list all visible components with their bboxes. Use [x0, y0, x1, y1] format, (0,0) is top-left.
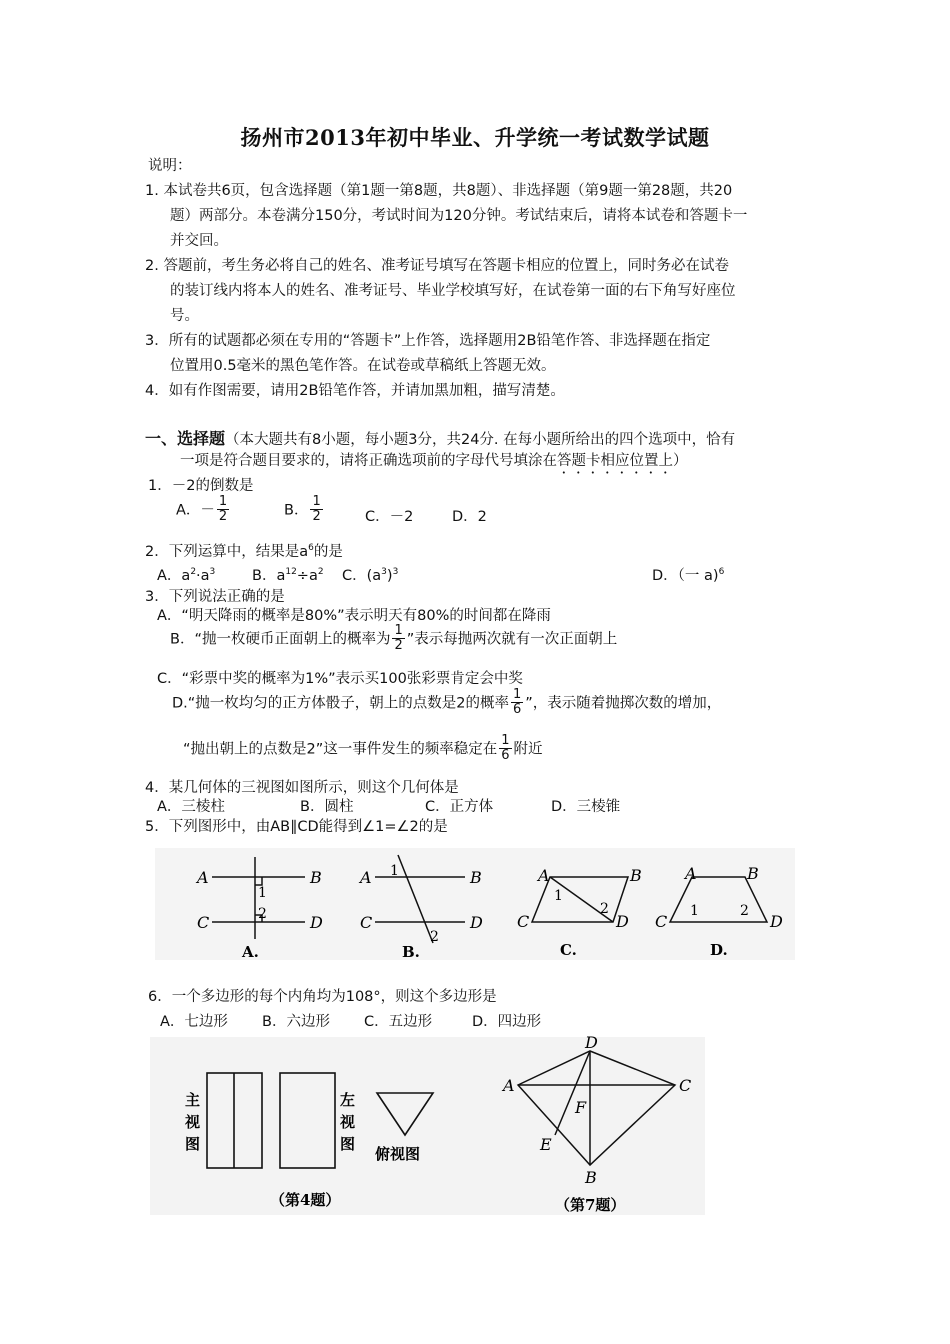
q1-a-num: 1	[218, 494, 228, 509]
fig4-zhu: 主	[185, 1091, 201, 1109]
q5-figures	[150, 845, 800, 965]
q2-stem-pre: 2．下列运算中，结果是a	[145, 544, 309, 560]
q5a-label-C: C	[197, 913, 210, 932]
q2-d-e1: 6	[718, 567, 725, 577]
q5c-label-A: A	[538, 866, 550, 885]
q3-d2-pre: “抛出朝上的点数是2”这一事件发生的频率稳定在	[183, 741, 498, 758]
fig4-caption: （第4题）	[270, 1191, 341, 1209]
q2-stem	[145, 540, 343, 561]
section1-header	[145, 426, 735, 449]
q3-option-d	[172, 688, 721, 716]
q5c-label-B: B	[630, 866, 642, 885]
q2-option-b	[252, 564, 324, 585]
q5-caption-b: B.	[402, 943, 420, 961]
q2-b-e1: 12	[285, 567, 297, 577]
q1-option-b	[284, 495, 325, 523]
q2-c-e1: 3	[381, 567, 387, 577]
q5a-angle-1: 1	[258, 885, 267, 901]
q1-a-label: A．－	[176, 502, 215, 519]
q5d-angle-1: 1	[690, 903, 699, 919]
q2-d-pre: D．（一 a)	[652, 568, 719, 584]
fig4-zuo: 左	[340, 1091, 356, 1109]
instruction-2-line-1: 2. 答题前，考生务必将自己的姓名、准考证号填写在答题卡相应的位置上，同时务必在试卷	[145, 258, 729, 274]
instruction-3-line-2: 位置用0.5毫米的黑色笔作答。在试卷或草稿纸上答题无效。	[170, 358, 556, 374]
instruction-2-line-3: 号。	[170, 308, 199, 324]
q2-stem-post: 的是	[313, 544, 343, 560]
q5b-label-C: C	[360, 913, 373, 932]
q6-stem: 6．一个多边形的每个内角均为108°，则这个多边形是	[148, 989, 497, 1005]
q2-a-e1: 2	[190, 567, 197, 577]
q5b-label-B: B	[470, 868, 482, 887]
fig7-caption: （第7题）	[555, 1196, 626, 1214]
page-title: 扬州市2013年初中毕业、升学统一考试数学试题	[240, 125, 710, 150]
q3-b-post: ”表示每抛两次就有一次正面朝上	[406, 631, 618, 648]
q3-option-a: A．“明天降雨的概率是80%”表示明天有80%的时间都在降雨	[157, 608, 551, 624]
q3-option-b	[170, 624, 617, 652]
q3-d-num: 1	[513, 687, 522, 702]
answer-card-emphasis: 答题卡相应位置上	[557, 453, 673, 469]
q3-d-den: 6	[513, 701, 522, 717]
section1-desc-line-2	[180, 449, 688, 477]
q6-option-b: B．六边形	[262, 1014, 330, 1030]
q4-option-c: C．正方体	[425, 799, 494, 815]
instruction-3-line-1: 3．所有的试题都必须在专用的“答题卡”上作答，选择题用2B铅笔作答、非选择题在指定	[145, 333, 711, 349]
q3-d2-den: 6	[501, 747, 510, 763]
q1-stem: 1．－2的倒数是	[148, 478, 254, 494]
q3-option-c: C．“彩票中奖的概率为1%”表示买100张彩票肯定会中奖	[157, 671, 523, 687]
q2-c-e2: 3	[392, 567, 399, 577]
q3-b-num: 1	[394, 623, 403, 638]
instruction-1-line-1: 1. 本试卷共6页，包含选择题（第1题一第8题，共8题）、非选择题（第9题一第28题，共20	[145, 183, 733, 199]
q2-c-pre: C．(a	[342, 568, 382, 584]
q5d-label-B: B	[747, 864, 759, 883]
q1-a-fraction	[217, 495, 229, 523]
fig4-fig7-panel	[145, 1035, 710, 1220]
fig7-label-E: E	[540, 1135, 552, 1154]
q5d-label-A: A	[685, 864, 697, 883]
q6-option-a: A．七边形	[160, 1014, 228, 1030]
fig7-label-C: C	[679, 1076, 692, 1095]
q2-a-mid: ·a	[196, 568, 210, 584]
q5d-label-D: D	[770, 912, 783, 931]
q1-a-den: 2	[218, 508, 228, 524]
q4-option-d: D．三棱锥	[551, 799, 621, 815]
section1-heading: 一、选择题	[145, 429, 226, 448]
q2-b-e2: 2	[317, 567, 324, 577]
q5c-label-D: D	[616, 912, 629, 931]
fig7-label-A: A	[503, 1076, 515, 1095]
q5d-label-C: C	[655, 912, 668, 931]
q5b-angle-2: 2	[430, 929, 439, 945]
q2-option-d	[652, 564, 724, 585]
q2-c-mid: )	[386, 568, 393, 584]
fig7-label-F: F	[575, 1098, 587, 1117]
section1-desc-1: （本大题共有8小题，每小题3分，共24分. 在每小题所给出的四个选项中，恰有	[225, 432, 736, 448]
q5b-label-A: A	[360, 868, 372, 887]
fig7-label-B: B	[585, 1168, 597, 1187]
fig7-label-D: D	[585, 1035, 598, 1052]
section1-desc-2c: ）	[673, 453, 688, 469]
q5-caption-c: C.	[560, 941, 577, 959]
q5c-angle-2: 2	[600, 901, 609, 917]
q5c-angle-1: 1	[554, 888, 563, 904]
instruction-4-line-1: 4．如有作图需要，请用2B铅笔作答，并请加黑加粗，描写清楚。	[145, 383, 565, 399]
q1-b-fraction	[310, 495, 322, 523]
fig4-shi1: 视	[185, 1113, 201, 1131]
q1-b-label: B．	[284, 502, 309, 519]
q6-option-d: D．四边形	[472, 1014, 542, 1030]
q1-option-c: C．－2	[365, 509, 414, 525]
q4-option-a: A．三棱柱	[157, 799, 225, 815]
q5d-angle-2: 2	[740, 903, 749, 919]
fig4-fu: 俯视图	[375, 1145, 421, 1163]
q2-b-pre: B．a	[252, 568, 286, 584]
fig4-tu2: 图	[340, 1135, 356, 1153]
q3-b-pre: B．“抛一枚硬币正面朝上的概率为	[170, 631, 391, 648]
q3-option-d-line-2	[183, 734, 543, 762]
q2-option-a	[157, 564, 215, 585]
q5-caption-a: A.	[242, 943, 259, 961]
q5b-angle-1: 1	[390, 863, 399, 879]
section1-desc-2a: 一项是符合题目要求的，请将正确选项前的字母代号填涂在	[180, 453, 557, 469]
q2-a-e2: 3	[209, 567, 216, 577]
q2-option-c	[342, 564, 398, 585]
q4-option-b: B．圆柱	[300, 799, 354, 815]
q3-d-post: ”，表示随着抛掷次数的增加，	[525, 695, 722, 712]
q2-a-pre: A．a	[157, 568, 191, 584]
q5a-angle-2: 2	[258, 906, 267, 922]
q1-option-a	[176, 495, 231, 523]
q3-stem: 3．下列说法正确的是	[145, 589, 285, 605]
q5a-label-D: D	[310, 913, 323, 932]
q1-b-num: 1	[312, 494, 321, 509]
fig4-shi2: 视	[340, 1113, 356, 1131]
q6-option-c: C．五边形	[364, 1014, 433, 1030]
q2-b-mid: ÷a	[296, 568, 318, 584]
q3-d-fraction	[511, 688, 523, 716]
q3-d2-num: 1	[501, 733, 510, 748]
q3-d-pre: D.“抛一枚均匀的正方体骰子，朝上的点数是2的概率	[172, 695, 510, 712]
q1-b-den: 2	[312, 508, 321, 524]
q3-d2-post: 附近	[513, 741, 543, 758]
instructions-heading: 说明：	[148, 158, 192, 174]
instruction-1-line-2: 题）两部分。本卷满分150分，考试时间为120分钟。考试结束后，请将本试卷和答题卡一	[170, 208, 748, 224]
q5b-label-D: D	[470, 913, 483, 932]
q5-stem: 5．下列图形中，由AB∥CD能得到∠1=∠2的是	[145, 819, 448, 835]
instruction-2-line-2: 的装订线内将本人的姓名、准考证号、毕业学校填写好，在试卷第一面的右下角写好座位	[170, 283, 736, 299]
q5a-label-B: B	[310, 868, 322, 887]
q5-caption-d: D.	[710, 941, 728, 959]
q3-d2-fraction	[499, 734, 511, 762]
q1-option-d: D．2	[452, 509, 487, 525]
q3-b-fraction	[392, 624, 404, 652]
q5a-label-A: A	[197, 868, 209, 887]
q3-b-den: 2	[394, 637, 403, 653]
q2-stem-exp: 6	[308, 543, 314, 553]
fig4-tu1: 图	[185, 1135, 201, 1153]
instruction-1-line-3: 并交回。	[170, 233, 228, 249]
q5c-label-C: C	[517, 912, 530, 931]
q4-stem: 4．某几何体的三视图如图所示，则这个几何体是	[145, 780, 459, 796]
